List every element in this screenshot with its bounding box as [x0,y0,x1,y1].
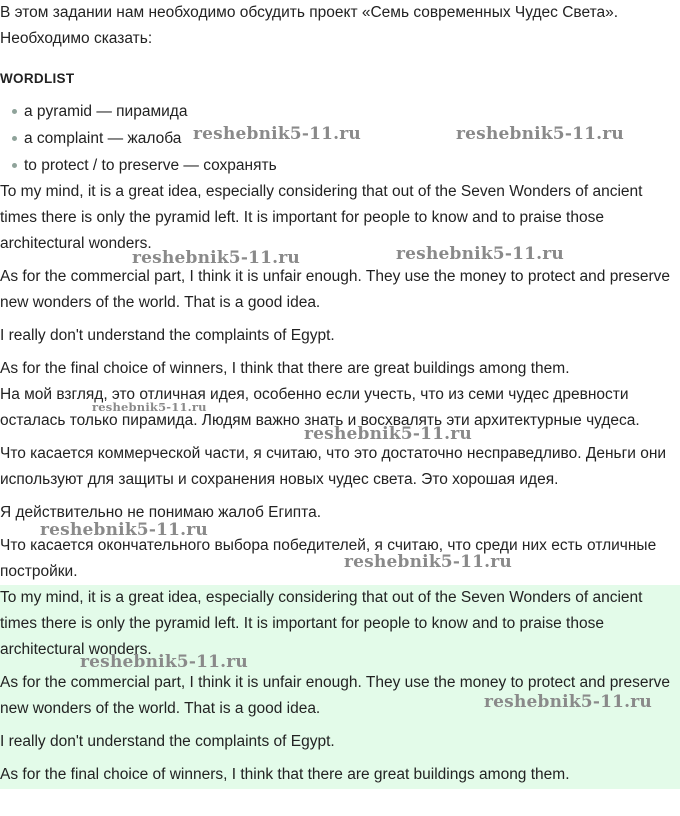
russian-paragraph: На мой взгляд, это отличная идея, особенно если учесть, что из семи чудес древности осталась только пирамида. Людям важно знать и восхвалять эти архитектурные чудеса. [0,386,640,429]
watermark: reshebnik5-11.ru [484,692,652,712]
watermark: reshebnik5-11.ru [344,552,512,572]
watermark: reshebnik5-11.ru [456,124,624,144]
russian-paragraph: Что касается окончательного выбора победителей, я считаю, что среди них есть отличные постройки. [0,537,657,580]
russian-paragraph: Я действительно не понимаю жалоб Египта. [0,504,322,521]
bullet-icon [12,109,17,114]
watermark: reshebnik5-11.ru [40,520,208,540]
watermark: reshebnik5-11.ru [193,124,361,144]
bullet-icon [12,136,17,141]
highlighted-answer [0,585,680,789]
watermark: reshebnik5-11.ru [396,244,564,264]
english-paragraph: To my mind, it is a great idea, especially considering that out of the Seven Wonders of ancient times there is only the pyramid left. It is important for people to know and to praise those architectural wonders. [0,183,643,252]
wordlist-item: a pyramid — пирамида [12,98,680,125]
watermark: reshebnik5-11.ru [80,652,248,672]
english-answer [0,179,680,382]
wordlist-item: to protect / to preserve — сохранять [12,152,680,179]
highlighted-paragraph: To my mind, it is a great idea, especially considering that out of the Seven Wonders of ancient times there is only the pyramid left. It is important for people to know and to praise those architectural wonders. [0,589,643,658]
highlighted-paragraph: I really don't understand the complaints of Egypt. [0,733,335,750]
wordlist [0,98,680,179]
watermark: reshebnik5-11.ru [132,248,300,268]
bullet-icon [12,163,17,168]
english-paragraph: As for the commercial part, I think it is unfair enough. They use the money to protect and preserve new wonders of the world. That is a good idea. [0,268,670,311]
watermark: reshebnik5-11.ru [304,424,472,444]
english-paragraph: I really don't understand the complaints of Egypt. [0,327,335,344]
russian-translation [0,382,680,585]
russian-paragraph: Что касается коммерческой части, я считаю, что это достаточно несправедливо. Деньги они используют для защиты и сохранения новых чудес света. Это хорошая идея. [0,445,667,488]
wordlist-item: a complaint — жалоба [12,125,680,152]
highlighted-paragraph: As for the commercial part, I think it is unfair enough. They use the money to protect and preserve new wonders of the world. That is a good idea. [0,674,670,717]
watermark: reshebnik5-11.ru [92,400,207,414]
wordlist-title: WORDLIST [0,71,75,86]
english-paragraph: As for the final choice of winners, I think that there are great buildings among them. [0,360,570,377]
highlighted-paragraph: As for the final choice of winners, I think that there are great buildings among them. [0,766,570,783]
intro-text: В этом задании нам необходимо обсудить проект «Семь современных Чудес Света». Необходимо сказать: [0,4,619,47]
